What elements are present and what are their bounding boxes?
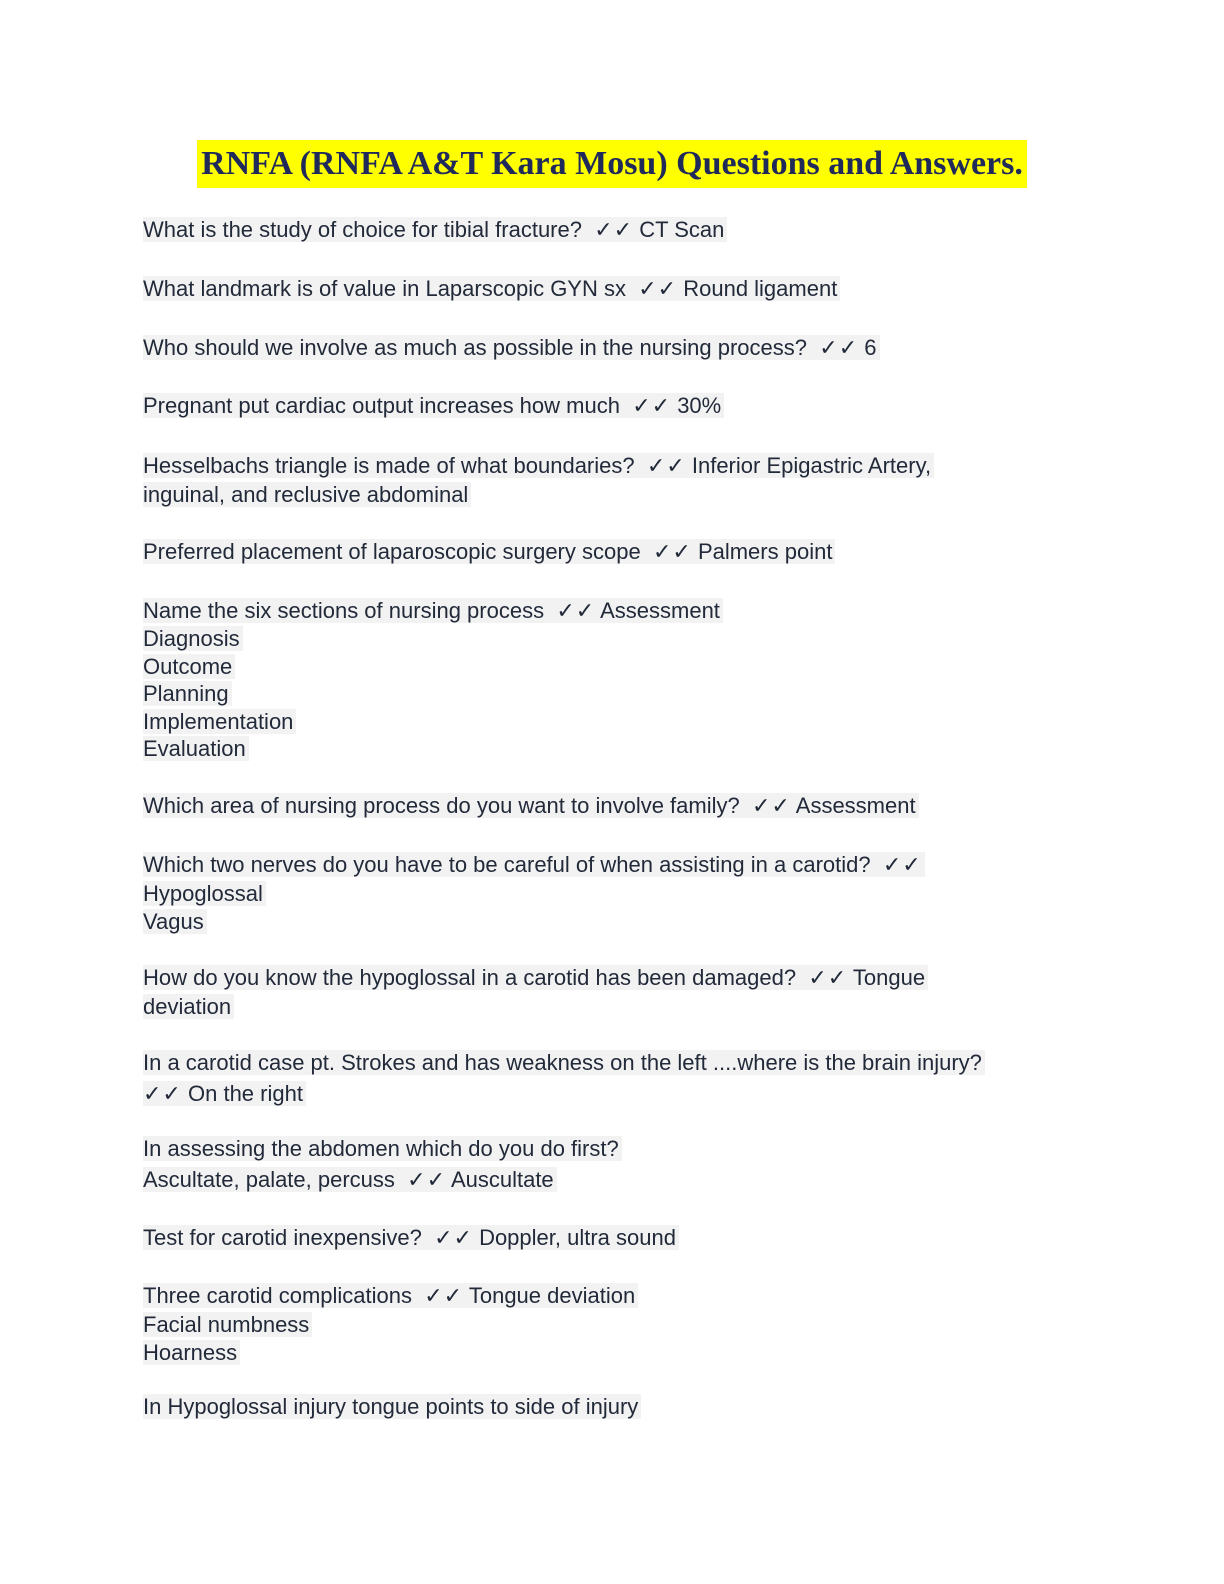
answer-list-item: Evaluation [143,736,249,761]
qa-item [143,392,724,421]
answer-list-item: Hypoglossal [143,881,266,906]
check-icon: ✓✓ [632,394,672,419]
check-icon: ✓✓ [424,1284,464,1309]
qa-item [143,792,919,821]
qa-item [143,538,835,567]
question-text: In assessing the abdomen which do you do first? [143,1136,622,1161]
question-text: Three carotid complications [143,1283,413,1308]
check-icon: ✓✓ [808,966,848,991]
question-text: What landmark is of value in Laparscopic GYN sx [143,276,626,301]
answer-text: Palmers point [697,539,833,564]
check-icon: ✓✓ [556,599,596,624]
question-text: In Hypoglossal injury tongue points to side of injury [143,1394,641,1419]
answer-list-item: Diagnosis [143,626,243,651]
question-text: Which area of nursing process do you want to involve family? [143,793,740,818]
check-icon: ✓✓ [819,336,859,361]
question-text: Which two nerves do you have to be careful of when assisting in a carotid? [143,852,871,877]
question-text: Preferred placement of laparoscopic surgery scope [143,539,641,564]
page-title: RNFA (RNFA A&T Kara Mosu) Questions and Answers. [197,140,1027,188]
check-icon: ✓✓ [143,1082,182,1107]
qa-item [143,1282,638,1367]
answer-text: On the right [188,1081,303,1106]
title-container [0,140,1224,188]
qa-item [143,597,723,762]
answer-list-item: Outcome [143,654,235,679]
check-icon: ✓✓ [646,454,686,479]
check-icon: ✓✓ [638,277,678,302]
answer-text: Assessment [600,598,720,623]
question-text: How do you know the hypoglossal in a carotid has been damaged? [143,965,797,990]
answer-continued: deviation [143,994,234,1019]
answer-continued: inguinal, and reclusive abdominal [143,482,471,507]
qa-item [143,216,727,245]
answer-text: Doppler, ultra sound [479,1225,676,1250]
question-text: In a carotid case pt. Strokes and has weakness on the left ....where is the brain injury? [143,1050,985,1075]
answer-text: Tongue [852,965,926,990]
qa-item [143,275,840,304]
question-text: Test for carotid inexpensive? [143,1225,422,1250]
answer-text: Tongue deviation [468,1283,636,1308]
answer-list-item: Implementation [143,709,296,734]
question-text: What is the study of choice for tibial fracture? [143,217,582,242]
answer-list-item: Vagus [143,909,207,934]
qa-item [143,1224,679,1253]
check-icon: ✓✓ [882,853,922,878]
question-text: Who should we involve as much as possible in the nursing process? [143,335,808,360]
answer-text: 30% [677,393,722,418]
qa-item [143,452,934,509]
answer-text: Assessment [795,793,916,818]
answer-list-item: Facial numbness [143,1312,312,1337]
qa-item [143,334,880,363]
qa-item [143,1047,985,1110]
check-icon: ✓✓ [407,1168,447,1193]
qa-item [143,1393,641,1421]
qa-item [143,1133,622,1196]
question-text: Pregnant put cardiac output increases how much [143,393,620,418]
question-text: Hesselbachs triangle is made of what boundaries? [143,453,635,478]
answer-list-item: Planning [143,681,232,706]
check-icon: ✓✓ [751,794,791,819]
question-text: Name the six sections of nursing process [143,598,545,623]
answer-text: Auscultate [450,1167,554,1192]
check-icon: ✓✓ [434,1226,473,1251]
answer-text: CT Scan [639,217,725,242]
answer-text: 6 [864,335,877,360]
qa-item [143,964,928,1021]
qa-item [143,851,925,936]
answer-list-item: Hoarness [143,1340,240,1365]
answer-text: Round ligament [683,276,838,301]
answer-text: Inferior Epigastric Artery, [691,453,932,478]
check-icon: ✓✓ [652,540,692,565]
check-icon: ✓✓ [594,218,634,243]
question-continued: Ascultate, palate, percuss [143,1167,395,1192]
